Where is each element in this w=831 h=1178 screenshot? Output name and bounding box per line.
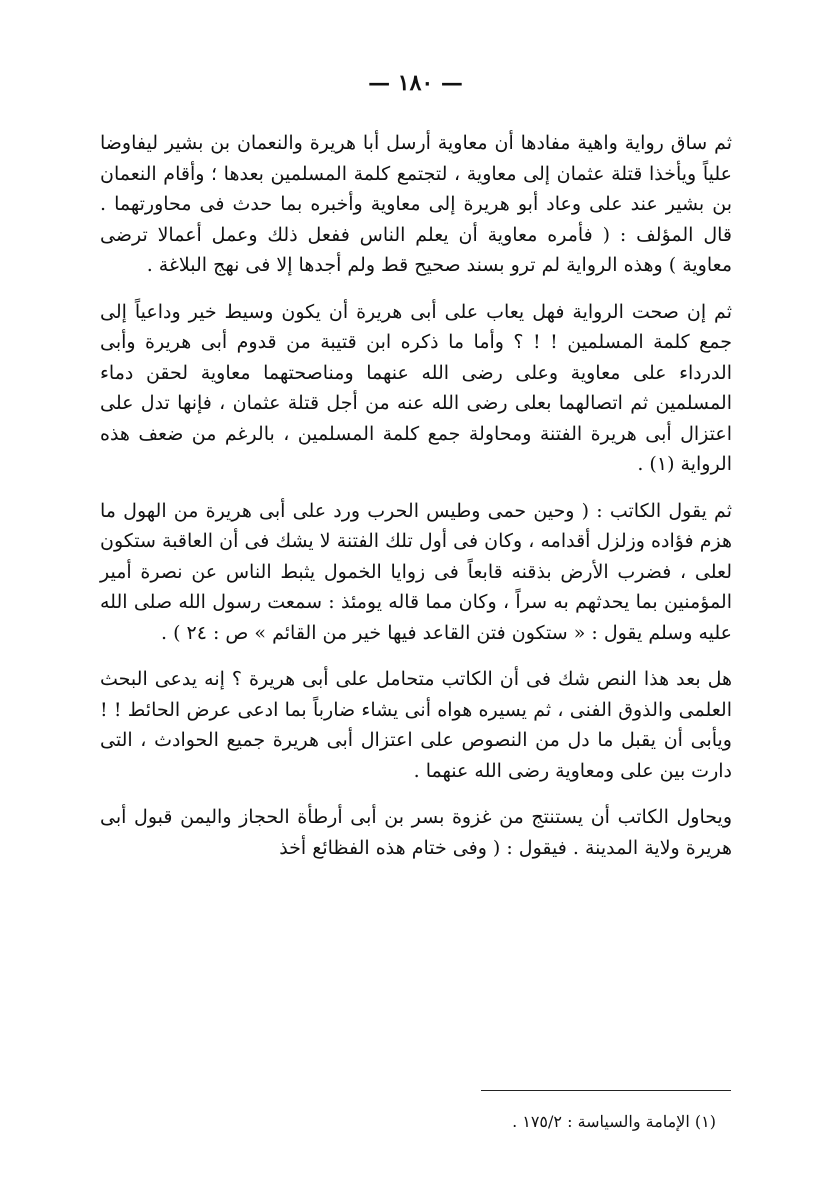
footnote-divider [481,1090,731,1091]
body-text [100,128,732,863]
page-number: — ١٨٠ — [368,70,463,96]
paragraph: ويحاول الكاتب أن يستنتج من غزوة بسر بن أبى أرطأة الحجاز واليمن قبول أبى هريرة ولاية المدينة . فيقول : ( وفى ختام هذه الفظائع أخذ [100,806,732,859]
paragraph: هل بعد هذا النص شك فى أن الكاتب متحامل على أبى هريرة ؟ إنه يدعى البحث العلمى والذوق الفنى ، ثم يسيره هواه أنى يشاء ضارباً بما ادعى عرض الحائط ! ! ويأبى أن يقبل ما دل من النصوص على اعتزال أبى هريرة جميع الحوادث ، التى دارت بين على ومعاوية رضى الله عنهما . [100,668,732,782]
paragraph: ثم ساق رواية واهية مفادها أن معاوية أرسل أبا هريرة والنعمان بن بشير ليفاوضا علياً ويأخذا قتلة عثمان إلى معاوية ، لتجتمع كلمة المسلمين بعدها ؛ وأقام النعمان بن بشير عند على وعاد أبو هريرة إلى معاوية وأخبره بما حدث فى محاورتهما . قال المؤلف : ( فأمره معاوية أن يعلم الناس ففعل ذلك وعمل أعمالا ترضى معاوية ) وهذه الرواية لم ترو بسند صحيح قط ولم أجدها إلا فى نهج البلاغة . [100,132,732,276]
paragraph: ثم يقول الكاتب : ( وحين حمى وطيس الحرب ورد على أبى هريرة من الهول ما هزم فؤاده وزلزل أقدامه ، وكان فى أول تلك الفتنة لا يشك فى أن العاقبة ستكون لعلى ، فضرب الأرض بذقنه قابعاً فى زوايا الخمول يثبط الناس عن نصرة أمير المؤمنين بما يحدثهم به سراً ، وكان مما قاله يومئذ : سمعت رسول الله صلى الله عليه وسلم يقول : « ستكون فتن القاعد فيها خير من القائم » ص : ٢٤ ) . [100,499,732,644]
paragraph: ثم إن صحت الرواية فهل يعاب على أبى هريرة أن يكون وسيط خير وداعياً إلى جمع كلمة المسلمين ! ! ؟ وأما ما ذكره ابن قتيبة من قدوم أبى هريرة وأبى الدرداء على معاوية وعلى رضى الله عنهما ومناصحتهما معاوية لحقن دماء المسلمين ثم اتصالهما بعلى رضى الله عنه من أجل قتلة عثمان ، فإنها تدل على اعتزال أبى هريرة الفتنة ومحاولة جمع كلمة المسلمين ، بالرغم من ضعف هذه الرواية (١) . [100,300,732,475]
footnote: (١) الإمامة والسياسة : ١٧٥/٢ . [512,1112,716,1131]
